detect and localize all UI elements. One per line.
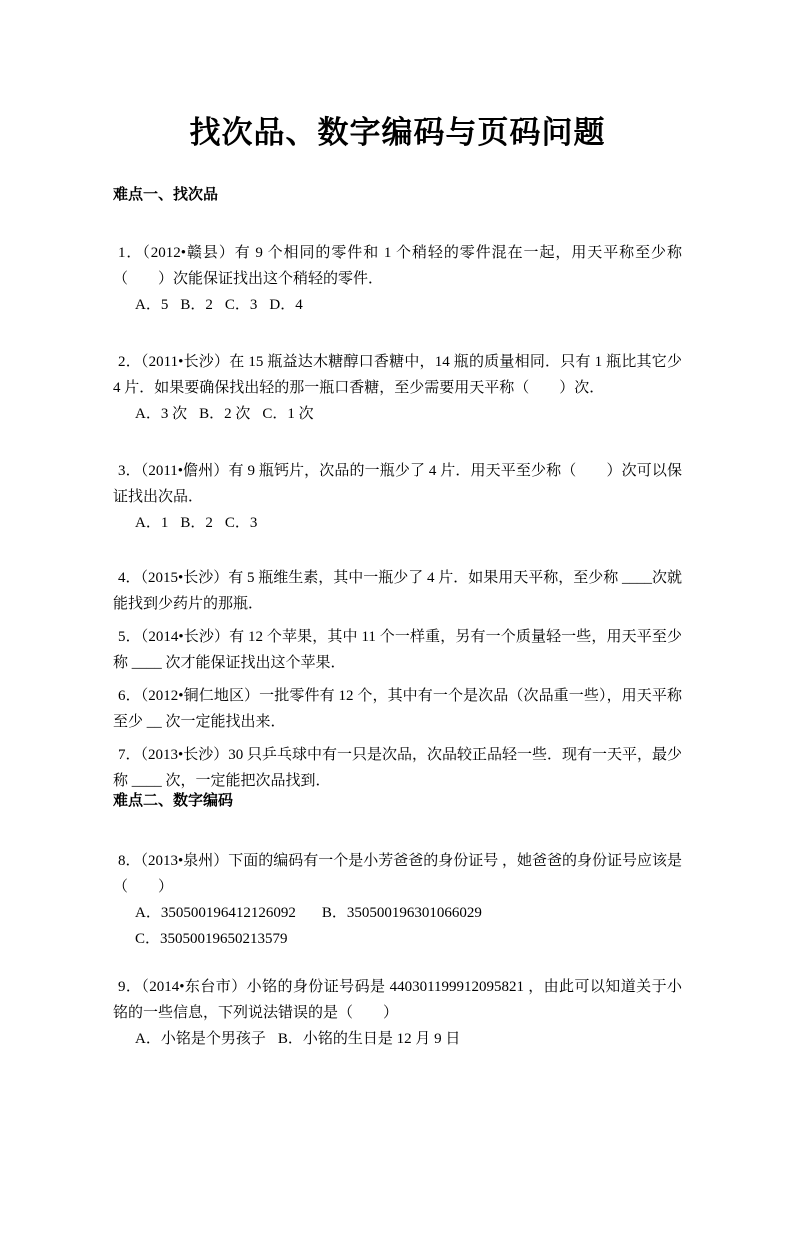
option-a: A．小铭是个男孩子 bbox=[135, 1031, 266, 1047]
option-b: B．2 bbox=[180, 515, 213, 531]
question-9 bbox=[113, 974, 682, 1052]
question-3-stem: 3．（2011•儋州）有 9 瓶钙片，次品的一瓶少了 4 片．用天平至少称（ ）次可以保证找出次品． bbox=[113, 463, 682, 505]
section-heading-1: 难点一、找次品 bbox=[113, 186, 219, 203]
document-title: 找次品、数字编码与页码问题 bbox=[189, 115, 606, 150]
question-2-options bbox=[113, 401, 682, 427]
question-9-options bbox=[113, 1026, 682, 1052]
question-1 bbox=[113, 240, 682, 318]
option-c: C．3 bbox=[224, 515, 258, 531]
question-1-options bbox=[113, 292, 682, 318]
question-7 bbox=[113, 742, 682, 794]
question-2 bbox=[113, 349, 682, 427]
question-4 bbox=[113, 565, 682, 617]
question-9-stem: 9．（2014•东台市）小铭的身份证号码是 440301199912095821 ，由此可以知道关于小铭的一些信息，下列说法错误的是（ ） bbox=[113, 979, 682, 1021]
option-b: B．小铭的生日是 12 月 9 日 bbox=[277, 1031, 461, 1047]
option-c: C．3 bbox=[224, 297, 258, 313]
question-5 bbox=[113, 624, 682, 676]
option-b: B．2 bbox=[180, 297, 213, 313]
question-2-stem: 2．（2011•长沙）在 15 瓶益达木糖醇口香糖中，14 瓶的质量相同．只有 1 瓶比其它少 4 片．如果要确保找出轻的那一瓶口香糖，至少需要用天平称（ ）次． bbox=[113, 354, 682, 396]
question-7-stem: 7．（2013•长沙）30 只乒乓球中有一只是次品，次品较正品轻一些．现有一天平，最少称 ____ 次，一定能把次品找到． bbox=[113, 747, 683, 789]
question-3-options bbox=[113, 510, 682, 536]
question-8-options-row-2 bbox=[113, 926, 682, 952]
worksheet-page bbox=[0, 112, 794, 1235]
option-c: C．35050019650213579 bbox=[135, 931, 288, 947]
question-4-stem: 4．（2015•长沙）有 5 瓶维生素，其中一瓶少了 4 片．如果用天平称，至少称 ____次就能找到少药片的那瓶． bbox=[113, 570, 683, 612]
option-a: A．5 bbox=[135, 297, 169, 313]
question-8-options-row-1 bbox=[113, 900, 682, 926]
question-8-stem: 8．（2013•泉州）下面的编码有一个是小芳爸爸的身份证号 ，她爸爸的身份证号应该是（ ） bbox=[113, 853, 683, 895]
question-8 bbox=[113, 848, 682, 952]
document-page bbox=[0, 112, 794, 1235]
option-a: A．3 次 bbox=[135, 406, 188, 422]
option-a: A．1 bbox=[135, 515, 169, 531]
question-1-stem: 1．（2012•赣县）有 9 个相同的零件和 1 个稍轻的零件混在一起，用天平称至少称（ ）次能保证找出这个稍轻的零件． bbox=[113, 245, 682, 287]
option-b: B．2 次 bbox=[199, 406, 251, 422]
question-6-stem: 6．（2012•铜仁地区）一批零件有 12 个，其中有一个是次品（次品重一些），用天平称至少 __ 次一定能找出来． bbox=[113, 688, 682, 730]
option-d: D．4 bbox=[269, 297, 303, 313]
option-a: A．350500196412126092 bbox=[135, 905, 296, 921]
question-5-stem: 5．（2014•长沙）有 12 个苹果，其中 11 个一样重，另有一个质量轻一些，用天平至少称 ____ 次才能保证找出这个苹果． bbox=[113, 629, 682, 671]
question-6 bbox=[113, 683, 682, 735]
option-b: B．350500196301066029 bbox=[321, 905, 482, 921]
question-3 bbox=[113, 458, 682, 536]
section-heading-2: 难点二、数字编码 bbox=[113, 792, 234, 809]
option-c: C．1 次 bbox=[262, 406, 314, 422]
